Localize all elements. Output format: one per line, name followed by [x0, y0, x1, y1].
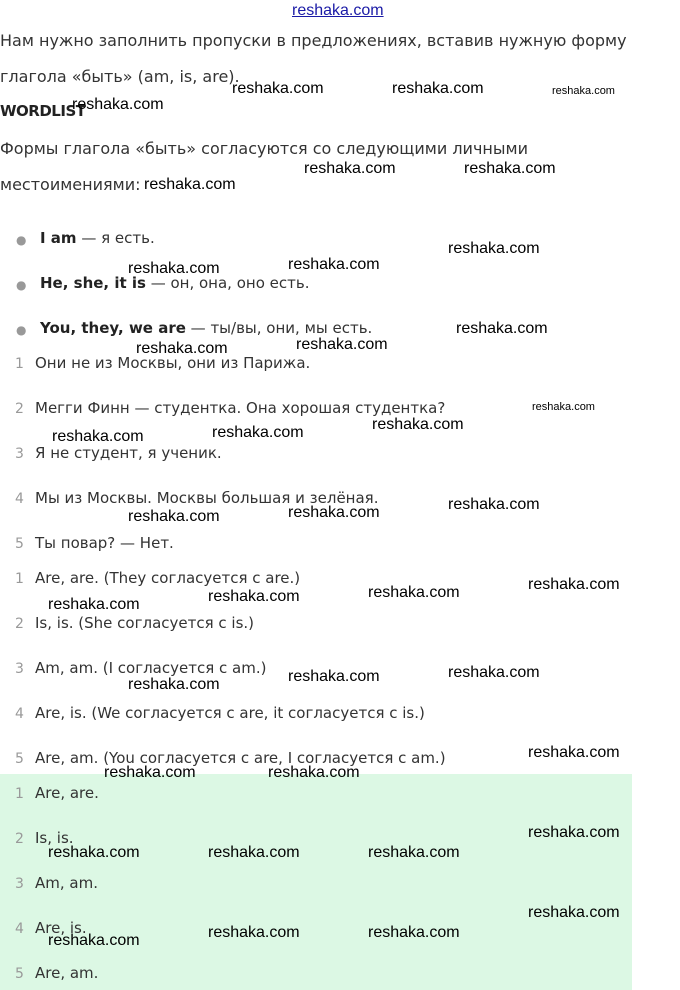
watermark: reshaka.com [48, 596, 140, 613]
translation-item: Мы из Москвы. Москвы большая и зелёная. [35, 489, 379, 507]
watermark: reshaka.com [448, 664, 540, 681]
watermark: reshaka.com [552, 85, 615, 97]
list-number: 1 [15, 571, 24, 587]
watermark: reshaka.com [268, 764, 360, 781]
watermark: reshaka.com [368, 584, 460, 601]
watermark: reshaka.com [368, 924, 460, 941]
watermark: reshaka.com [464, 160, 556, 177]
explanation-item: Are, are. (They согласуется с are.) [35, 569, 301, 587]
watermark: reshaka.com [128, 260, 220, 277]
bullet-icon: ● [16, 233, 27, 247]
list-number: 3 [15, 876, 24, 892]
watermark: reshaka.com [448, 240, 540, 257]
list-number: 4 [15, 921, 24, 937]
intro-line-2: глагола «быть» (am, is, are). [0, 67, 240, 86]
answer-item: Are, am. [35, 964, 99, 982]
wordlist-heading: WORDLIST [0, 102, 86, 120]
wordlist-item: I am — я есть. [40, 229, 155, 247]
bullet-icon: ● [16, 278, 27, 292]
forms-line-1: Формы глагола «быть» согласуются со следующими личными [0, 139, 528, 158]
forms-line-2: местоимениями: [0, 175, 141, 194]
translation-item: Они не из Москвы, они из Парижа. [35, 354, 311, 372]
watermark: reshaka.com [48, 932, 140, 949]
list-number: 1 [15, 786, 24, 802]
translation-item: Я не студент, я ученик. [35, 444, 222, 462]
answer-item: Are, are. [35, 784, 99, 802]
explanation-item: Is, is. (She согласуется с is.) [35, 614, 255, 632]
list-number: 5 [15, 966, 24, 982]
answer-item: Am, am. [35, 874, 98, 892]
watermark: reshaka.com [208, 588, 300, 605]
list-number: 4 [15, 491, 24, 507]
watermark: reshaka.com [528, 576, 620, 593]
list-number: 1 [15, 356, 24, 372]
site-link[interactable]: reshaka.com [292, 2, 384, 19]
list-number: 2 [15, 401, 24, 417]
watermark: reshaka.com [208, 844, 300, 861]
list-number: 3 [15, 446, 24, 462]
list-number: 5 [15, 751, 24, 767]
answer-item: Is, is. [35, 829, 74, 847]
explanation-item: Are, am. (You согласуется с are, I согласуется с am.) [35, 749, 446, 767]
watermark: reshaka.com [144, 176, 236, 193]
watermark: reshaka.com [72, 96, 164, 113]
watermark: reshaka.com [48, 844, 140, 861]
watermark: reshaka.com [456, 320, 548, 337]
wordlist-item: You, they, we are — ты/вы, они, мы есть. [40, 319, 373, 337]
watermark: reshaka.com [128, 676, 220, 693]
watermark: reshaka.com [208, 924, 300, 941]
list-number: 5 [15, 536, 24, 552]
watermark: reshaka.com [532, 401, 595, 413]
watermark: reshaka.com [288, 668, 380, 685]
watermark: reshaka.com [528, 904, 620, 921]
intro-line-1: Нам нужно заполнить пропуски в предложениях, вставив нужную форму [0, 31, 627, 50]
list-number: 4 [15, 706, 24, 722]
watermark: reshaka.com [288, 256, 380, 273]
watermark: reshaka.com [288, 504, 380, 521]
list-number: 2 [15, 616, 24, 632]
watermark: reshaka.com [372, 416, 464, 433]
explanation-item: Are, is. (We согласуется с are, it согласуется с is.) [35, 704, 425, 722]
watermark: reshaka.com [212, 424, 304, 441]
watermark: reshaka.com [448, 496, 540, 513]
watermark: reshaka.com [104, 764, 196, 781]
explanation-item: Am, am. (I согласуется с am.) [35, 659, 267, 677]
wordlist-item: He, she, it is — он, она, оно есть. [40, 274, 310, 292]
list-number: 3 [15, 661, 24, 677]
watermark: reshaka.com [136, 340, 228, 357]
watermark: reshaka.com [304, 160, 396, 177]
answer-item: Are, is. [35, 919, 87, 937]
watermark: reshaka.com [392, 80, 484, 97]
watermark: reshaka.com [368, 844, 460, 861]
translation-item: Ты повар? — Нет. [35, 534, 174, 552]
bullet-icon: ● [16, 323, 27, 337]
translation-item: Мегги Финн — студентка. Она хорошая студентка? [35, 399, 446, 417]
watermark: reshaka.com [296, 336, 388, 353]
watermark: reshaka.com [528, 744, 620, 761]
watermark: reshaka.com [528, 824, 620, 841]
watermark: reshaka.com [128, 508, 220, 525]
list-number: 2 [15, 831, 24, 847]
watermark: reshaka.com [52, 428, 144, 445]
watermark: reshaka.com [232, 80, 324, 97]
